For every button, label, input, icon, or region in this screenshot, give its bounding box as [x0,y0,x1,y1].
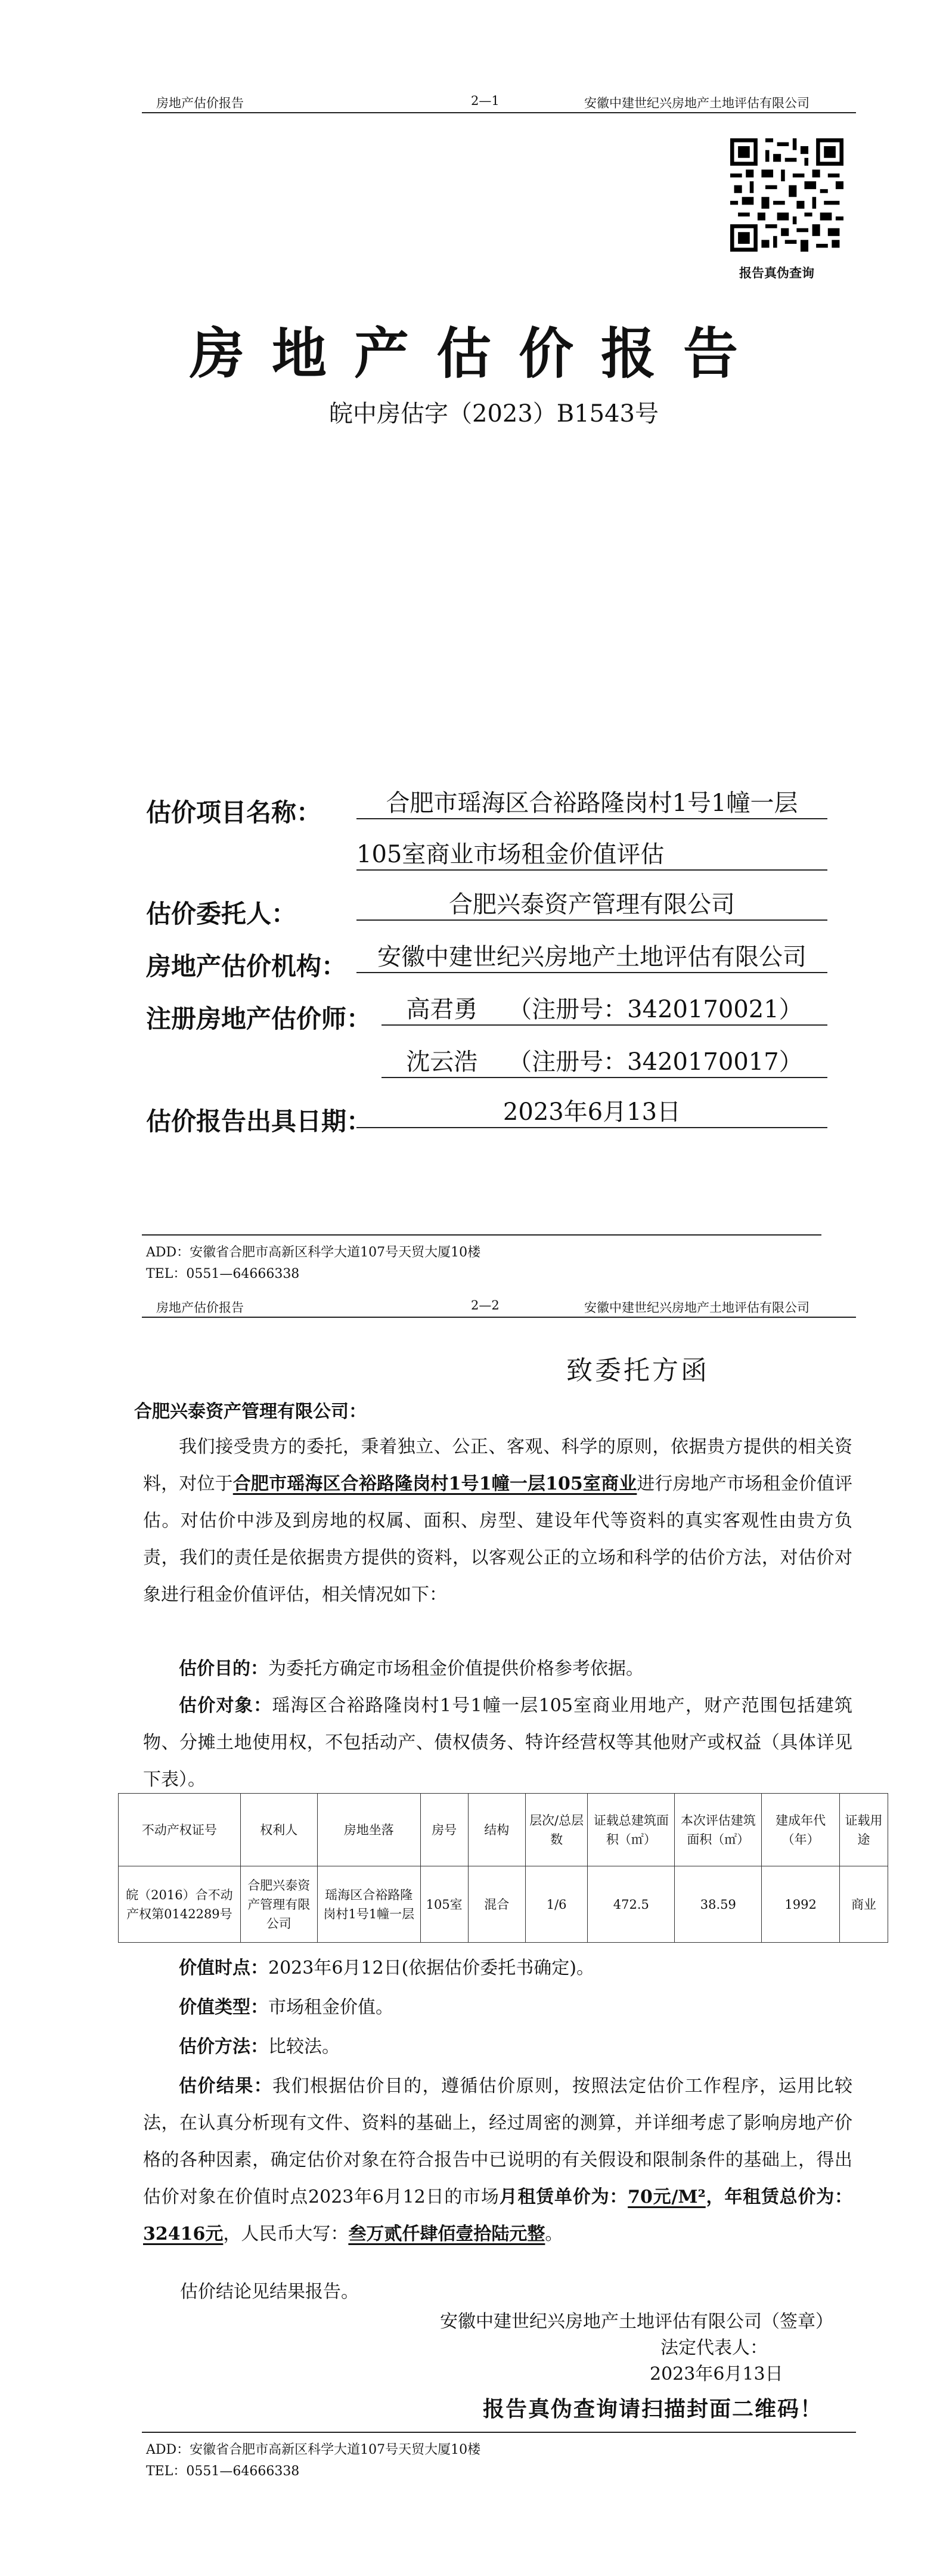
project-name-label: 估价项目名称： [146,798,322,827]
table-header: 权利人 [240,1794,317,1866]
value-time-value: 2023年6月12日(依据估价委托书确定)。 [268,1958,595,1979]
purpose-label: 估价目的： [179,1658,268,1679]
unit-rent-value: 70元/M² [628,2187,706,2207]
method-value: 比较法。 [268,2036,340,2057]
value-type-value: 市场租金价值。 [268,1997,393,2018]
result-text: 我们根据估价目的，遵循估价原则，按照法定估价工作程序，运用比较法，在认真分析现有文件、资料的基础上，经过周密的测算，并详细考虑了影响房地产价格的各种因素，确定估价对象在符合报告中已说明的有关假设和限制条件的基础上，得出估价对象在价值时点2023年6月12日的市场 [143,2076,853,2207]
project-name-line2: 105室商业市场租金价值评估 [356,840,827,871]
qr-code-icon[interactable] [730,138,843,252]
table-row [119,1866,888,1943]
annual-rent-value: 32416元 [143,2224,224,2244]
appraiser-2: 沈云浩 （注册号：3420170017） [381,1047,827,1078]
letter-title: 致委托方函 [566,1355,709,1386]
table-header: 结构 [468,1794,525,1866]
table-cell: 商业 [839,1866,888,1943]
object-label: 估价对象： [179,1695,272,1716]
header-page-number: 2—1 [471,94,500,108]
annual-rent-label: ，年租赁总价为： [705,2187,853,2207]
header-right: 安徽中建世纪兴房地产土地评估有限公司 [584,1301,809,1315]
table-cell: 合肥兴泰资产管理有限公司 [240,1866,317,1943]
footer-rule [142,2432,856,2433]
property-table [118,1793,888,1943]
report-date-value: 2023年6月13日 [356,1097,827,1128]
table-header-row [119,1794,888,1866]
purpose-paragraph [143,1651,852,1688]
appraiser-1: 高君勇 （注册号：3420170021） [381,995,827,1026]
method-paragraph [143,2029,852,2066]
table-header: 层次/总层数 [525,1794,588,1866]
method-label: 估价方法： [179,2036,268,2057]
value-type-paragraph [143,1989,852,2026]
table-header: 建成年代（年） [762,1794,840,1866]
table-header: 本次评估建筑面积（㎡） [675,1794,762,1866]
table-cell: 1/6 [525,1866,588,1943]
value-type-label: 价值类型： [179,1997,268,2018]
header-rule [142,1317,856,1318]
object-value: 瑶海区合裕路隆岗村1号1幢一层105室商业用地产，财产范围包括建筑物、分摊土地使用权，不包括动产、债权债务、特许经营权等其他财产或权益（具体详见下表）。 [143,1695,853,1790]
conclusion-note: 估价结论见结果报告。 [180,2281,359,2302]
rmb-label: ，人民币大写： [223,2224,349,2244]
header-rule [142,112,856,113]
result-end: 。 [545,2224,563,2244]
table-header: 房号 [420,1794,468,1866]
signature-date: 2023年6月13日 [650,2364,783,2385]
purpose-value: 为委托方确定市场租金价值提供价格参考依据。 [268,1658,644,1679]
result-paragraph [143,2068,852,2253]
table-header: 证载用途 [839,1794,888,1866]
table-cell: 38.59 [675,1866,762,1943]
appraisal-org-label: 房地产估价机构： [146,952,347,981]
legal-representative-label: 法定代表人： [660,2337,768,2358]
object-paragraph [143,1688,852,1798]
intro-text: 我们接受贵方的委托，秉着独立、公正、客观、科学的原则，依据贵方提供的相关资料，对位于 [143,1436,852,1494]
intro-text-cont: 进行房地产市场租金价值评估。对估价中涉及到房地的权属、面积、房型、建设年代等资料的真实客观性由贵方负责，我们的责任是依据贵方提供的资料，以客观公正的立场和科学的估价方法，对估价对象进行租金价值评估，相关情况如下： [143,1473,853,1605]
header-page-number: 2—2 [471,1298,500,1312]
property-address: 合肥市瑶海区合裕路隆岗村1号1幢一层105室商业 [232,1473,637,1494]
value-time-label: 价值时点： [179,1958,268,1979]
footer-address: ADD：安徽省合肥市高新区科学大道107号天贸大厦10楼 [146,2442,481,2457]
table-header: 不动产权证号 [119,1794,241,1866]
appraisal-org-value: 安徽中建世纪兴房地产土地评估有限公司 [356,942,827,973]
header-right: 安徽中建世纪兴房地产土地评估有限公司 [584,96,809,110]
footer-phone: TEL：0551—64666338 [146,2464,300,2479]
letter-intro-paragraph [143,1429,852,1614]
signature-organization: 安徽中建世纪兴房地产土地评估有限公司（签章） [440,2311,833,2332]
table-cell: 472.5 [588,1866,675,1943]
result-label: 估价结果： [179,2076,273,2097]
value-time-paragraph [143,1950,852,1987]
table-cell: 混合 [468,1866,525,1943]
header-left: 房地产估价报告 [156,96,244,110]
report-date-label: 估价报告出具日期： [146,1107,372,1136]
report-document-number: 皖中房估字（2023）B1543号 [329,400,659,428]
table-cell: 105室 [420,1866,468,1943]
rmb-value: 叁万贰仟肆佰壹拾陆元整 [348,2224,545,2244]
footer-address: ADD：安徽省合肥市高新区科学大道107号天贸大厦10楼 [146,1245,481,1260]
report-title: 房地产估价报告 [190,321,766,386]
qr-caption: 报告真伪查询 [739,265,814,280]
table-cell: 皖（2016）合不动产权第0142289号 [119,1866,241,1943]
client-label: 估价委托人： [146,899,297,928]
verification-hotline-note: 报告真伪查询请扫描封面二维码！ [483,2397,823,2422]
table-header: 证载总建筑面积（㎡） [588,1794,675,1866]
client-value: 合肥兴泰资产管理有限公司 [356,890,827,921]
appraiser-label: 注册房地产估价师： [146,1004,372,1033]
table-cell: 1992 [762,1866,840,1943]
table-header: 房地坐落 [317,1794,420,1866]
project-name-line1: 合肥市瑶海区合裕路隆岗村1号1幢一层 [356,788,827,819]
table-cell: 瑶海区合裕路隆岗村1号1幢一层 [317,1866,420,1943]
footer-phone: TEL：0551—64666338 [146,1267,300,1281]
unit-rent-label: 月租赁单价为： [499,2187,628,2207]
letter-recipient: 合肥兴泰资产管理有限公司： [134,1401,367,1422]
header-left: 房地产估价报告 [156,1301,244,1315]
footer-rule [142,1234,821,1236]
